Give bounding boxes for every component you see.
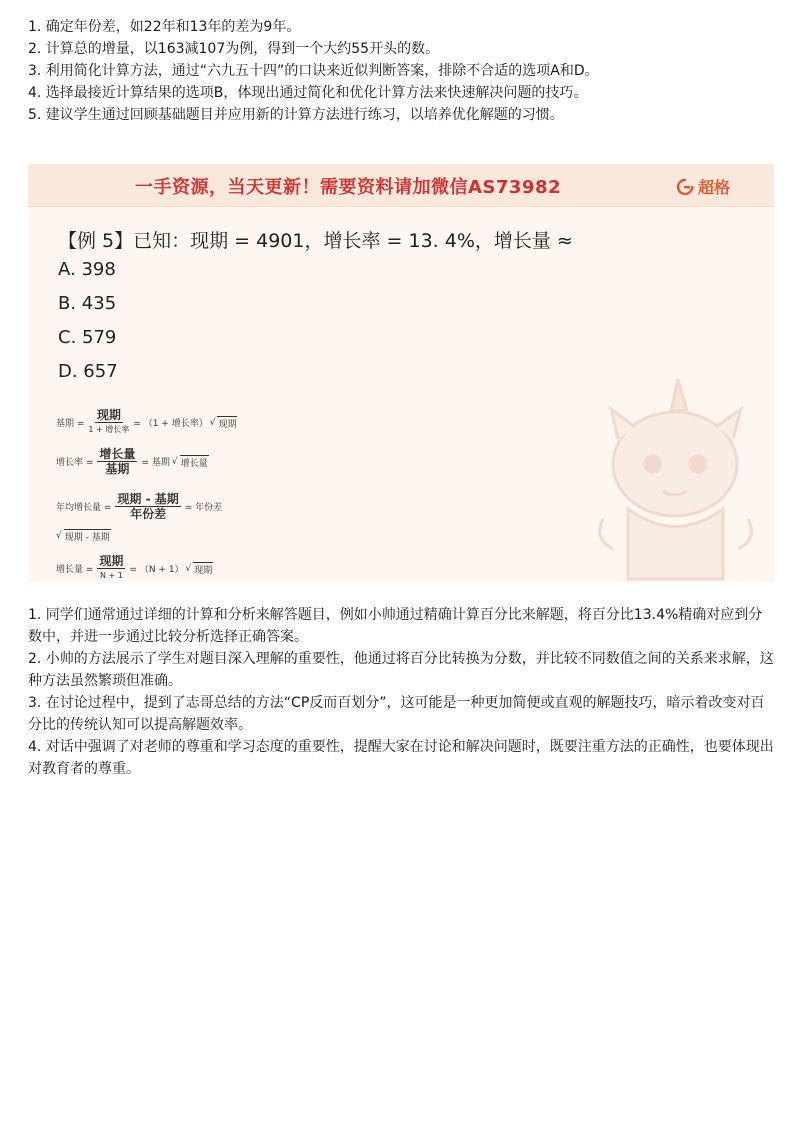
- formula-label: 基期 =: [56, 419, 85, 429]
- sqrt-content: 现期 - 基期: [64, 529, 111, 543]
- option-b: B. 435: [58, 293, 117, 314]
- formula-growth-rate: [56, 447, 209, 476]
- list-item: 3. 在讨论过程中，提到了志哥总结的方法“CP反而百划分”，这可能是一种更加简便或直观的解题技巧，暗示着改变对百分比的传统认知可以提高解题效率。: [28, 695, 765, 733]
- denominator: 基期: [105, 462, 130, 476]
- fraction: [97, 554, 125, 582]
- numerator: 增长量: [99, 447, 136, 461]
- list-item: 2. 计算总的增量，以163减107为例，得到一个大约55开头的数。: [28, 41, 440, 57]
- list-item: 1. 同学们通常通过详细的计算和分析来解答题目，例如小帅通过精确计算百分比来解题，将百分比13.4%精确对应到分数中，并进一步通过比较分析选择正确答案。: [28, 607, 763, 645]
- slide-banner: [28, 164, 774, 207]
- formula-increase: [56, 554, 213, 582]
- option-a: A. 398: [58, 259, 116, 280]
- formula-annual-increase: [56, 492, 222, 521]
- denominator: N + 1: [99, 571, 123, 580]
- formula-tail: = （N + 1）: [129, 565, 184, 575]
- brand-logo-icon: [676, 178, 694, 196]
- lecture-slide-image: [28, 164, 774, 582]
- list-item: 1. 确定年份差，如22年和13年的差为9年。: [28, 19, 301, 35]
- formula-tail: = 基期: [141, 458, 170, 468]
- banner-text: 一手资源，当天更新！需要资料请加微信AS73982: [134, 177, 561, 198]
- brand-logo: [676, 175, 730, 198]
- formula-tail: = 年份差: [184, 503, 223, 513]
- fraction: [97, 447, 137, 476]
- denominator: 1 + 增长率: [88, 425, 130, 434]
- numerator: 现期: [96, 408, 121, 422]
- fraction: [115, 492, 180, 521]
- list-item: 5. 建议学生通过回顾基础题目并应用新的计算方法进行练习，以培养优化解题的习惯。: [28, 107, 564, 123]
- brand-name: 超格: [697, 178, 730, 197]
- list-item: 2. 小帅的方法展示了学生对题目深入理解的重要性，他通过将百分比转换为分数，并比较不同数值之间的关系来求解，这种方法虽然繁琐但准确。: [28, 651, 774, 689]
- question-title: 【例 5】已知：现期 = 4901，增长率 = 13. 4%，增长量 ≈: [58, 230, 573, 252]
- sqrt-icon: √: [185, 563, 192, 574]
- formula-label: 增长率 =: [56, 458, 94, 468]
- option-c: C. 579: [58, 327, 117, 348]
- formula-label: 增长量 =: [56, 565, 94, 575]
- sqrt-icon: √: [209, 417, 216, 428]
- summary-list-top: [28, 16, 776, 126]
- list-item: 3. 利用简化计算方法，通过“六九五十四”的口诀来近似判断答案，排除不合适的选项A和D。: [28, 63, 599, 79]
- formula-label: 年均增长量 =: [56, 503, 112, 513]
- numerator: 现期 - 基期: [117, 492, 179, 506]
- option-d: D. 657: [58, 361, 118, 382]
- sqrt-icon: √: [56, 531, 62, 541]
- formula-tail: = （1 + 增长率）: [133, 419, 208, 429]
- summary-list-bottom: [28, 604, 776, 780]
- formula-sqrt-diff: [56, 529, 111, 543]
- unicorn-mascot-watermark: [583, 369, 763, 582]
- sqrt-content: 现期: [193, 562, 213, 576]
- sqrt-content: 增长量: [180, 455, 209, 469]
- sqrt-content: 现期: [217, 416, 237, 430]
- sqrt-icon: √: [171, 456, 178, 467]
- fraction: [88, 408, 129, 437]
- list-item: 4. 对话中强调了对老师的尊重和学习态度的重要性，提醒大家在讨论和解决问题时，既要注重方法的正确性，也要体现出对教育者的尊重。: [28, 739, 774, 777]
- numerator: 现期: [99, 554, 124, 568]
- list-item: 4. 选择最接近计算结果的选项B，体现出通过简化和优化计算方法来快速解决问题的技巧。: [28, 85, 588, 101]
- formula-base-period: [56, 408, 237, 437]
- denominator: 年份差: [130, 507, 167, 521]
